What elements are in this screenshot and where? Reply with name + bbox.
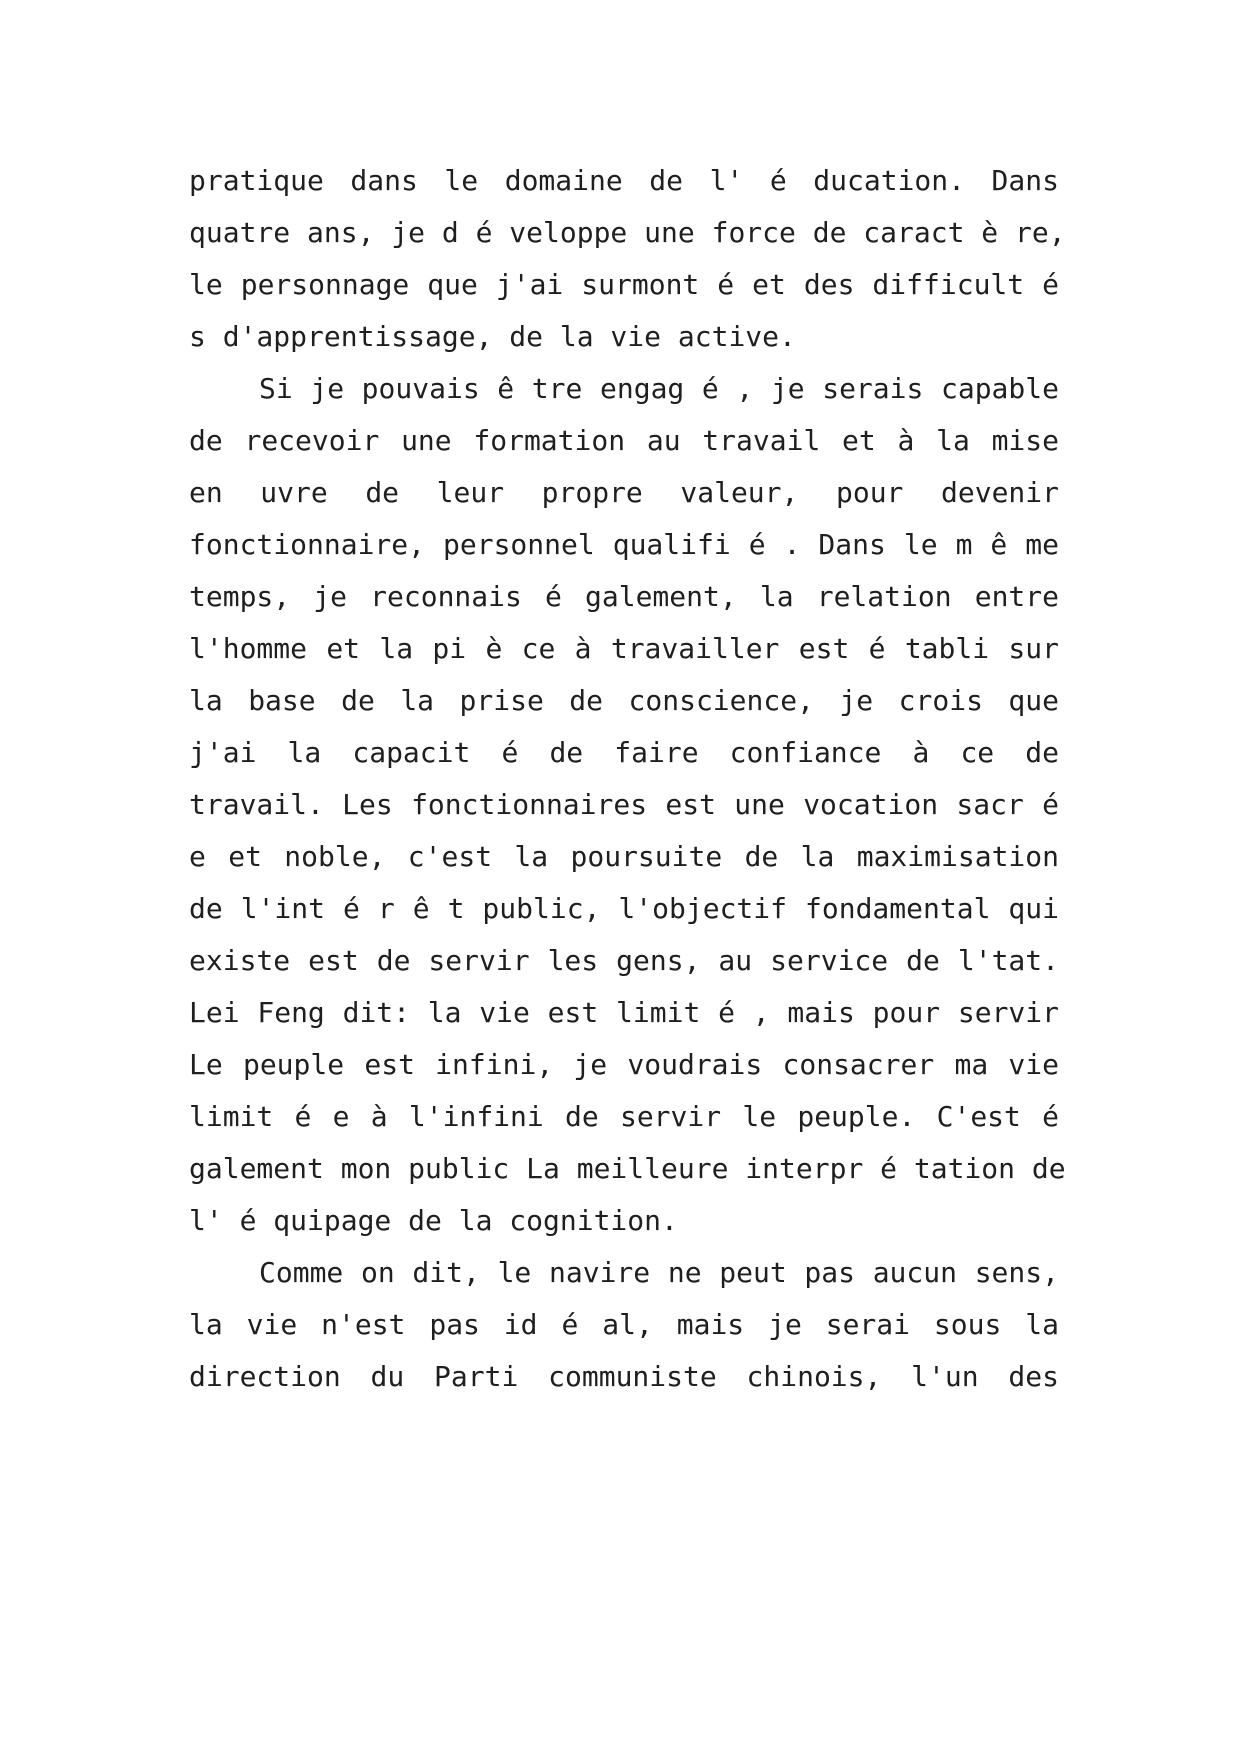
text-line: fonctionnaire, personnel qualifi é . Dans le m ê me (189, 528, 1059, 561)
text-line: Lei Feng dit: la vie est limit é , mais pour servir (189, 996, 1059, 1029)
text-line: limit é e à l'infini de servir le peuple. C'est é (189, 1100, 1059, 1133)
text-line: le personnage que j'ai surmont é et des difficult é (189, 268, 1059, 301)
text-line: en uvre de leur propre valeur, pour devenir (189, 476, 1059, 509)
text-line: j'ai la capacit é de faire confiance à ce de (189, 736, 1059, 769)
text-line: pratique dans le domaine de l' é ducation. Dans (189, 164, 1059, 197)
text-line: l'homme et la pi è ce à travailler est é tabli sur (189, 632, 1059, 665)
text-line: Le peuple est infini, je voudrais consacrer ma vie (189, 1048, 1059, 1081)
text-line: galement mon public La meilleure interpr é tation de (189, 1152, 1066, 1185)
text-line: travail. Les fonctionnaires est une vocation sacr é (189, 788, 1059, 821)
text-line: existe est de servir les gens, au service de l'tat. (189, 944, 1059, 977)
text-line: de l'int é r ê t public, l'objectif fondamental qui (189, 892, 1059, 925)
text-line: direction du Parti communiste chinois, l'un des (189, 1360, 1059, 1393)
text-line: quatre ans, je d é veloppe une force de caract è re, (189, 216, 1066, 249)
text-line: temps, je reconnais é galement, la relation entre (189, 580, 1059, 613)
text-line: Comme on dit, le navire ne peut pas aucun sens, (259, 1256, 1059, 1289)
text-line: s d'apprentissage, de la vie active. (189, 320, 796, 353)
text-line: l' é quipage de la cognition. (189, 1204, 678, 1237)
text-line: e et noble, c'est la poursuite de la maximisation (189, 840, 1059, 873)
text-line: de recevoir une formation au travail et à la mise (189, 424, 1059, 457)
text-line: Si je pouvais ê tre engag é , je serais capable (259, 372, 1059, 405)
text-line: la base de la prise de conscience, je crois que (189, 684, 1059, 717)
text-line: la vie n'est pas id é al, mais je serai sous la (189, 1308, 1059, 1341)
